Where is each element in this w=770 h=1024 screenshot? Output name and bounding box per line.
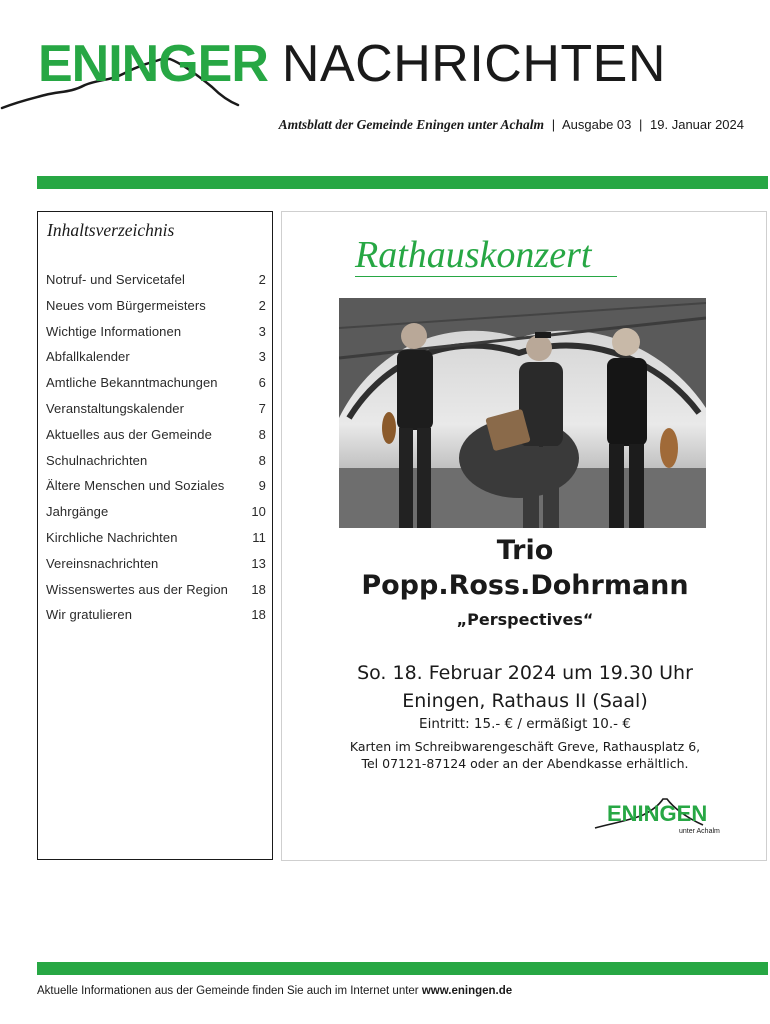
toc-item-label: Ältere Menschen und Soziales bbox=[46, 478, 225, 494]
masthead-title-green: ENINGER bbox=[38, 35, 268, 93]
toc-item[interactable] bbox=[46, 607, 266, 633]
issue-number: Ausgabe 03 bbox=[561, 117, 632, 132]
toc-item-page: 2 bbox=[258, 272, 266, 287]
toc-item[interactable] bbox=[46, 582, 266, 608]
toc-item-label: Neues vom Bürgermeisters bbox=[46, 297, 206, 313]
toc-item[interactable] bbox=[46, 530, 266, 556]
logo-text: ENINGEN bbox=[607, 801, 708, 826]
footer-text: Aktuelle Informationen aus der Gemeinde finden Sie auch im Internet unter bbox=[37, 985, 419, 997]
separator: | bbox=[551, 117, 556, 132]
toc-item-label: Wissenswertes aus der Region bbox=[46, 581, 228, 597]
toc-title: Inhaltsverzeichnis bbox=[47, 220, 175, 240]
toc-item[interactable] bbox=[46, 401, 266, 427]
toc-item[interactable] bbox=[46, 556, 266, 582]
concert-title: Rathauskonzert bbox=[355, 234, 617, 277]
toc-item-label: Notruf- und Servicetafel bbox=[46, 272, 185, 287]
toc-item-page: 11 bbox=[252, 529, 266, 545]
toc-item-page: 2 bbox=[258, 297, 266, 313]
toc-item[interactable] bbox=[46, 504, 266, 530]
toc-item[interactable] bbox=[46, 478, 266, 504]
toc-item-label: Veranstaltungskalender bbox=[46, 400, 185, 416]
event-date: So. 18. Februar 2024 um 19.30 Uhr bbox=[357, 662, 693, 684]
program-title: „Perspectives“ bbox=[456, 610, 594, 629]
masthead bbox=[0, 0, 770, 175]
toc-item[interactable] bbox=[46, 375, 266, 401]
amtsblatt-label: Amtsblatt der Gemeinde Eningen unter Achalm bbox=[278, 117, 545, 132]
ticket-info-line: Tel 07121-87124 oder an der Abendkasse erhältlich. bbox=[361, 756, 689, 771]
toc-item-label: Amtliche Bekanntmachungen bbox=[46, 375, 218, 391]
toc-item-page: 8 bbox=[258, 452, 266, 468]
toc-item-page: 18 bbox=[251, 581, 266, 597]
toc-item-label: Wir gratulieren bbox=[46, 607, 133, 623]
table-of-contents bbox=[37, 211, 273, 860]
ticket-info bbox=[282, 738, 768, 772]
toc-item[interactable] bbox=[46, 349, 266, 375]
masthead-title bbox=[38, 34, 666, 94]
toc-item-page: 13 bbox=[251, 555, 266, 571]
toc-item-label: Aktuelles aus der Gemeinde bbox=[46, 426, 212, 442]
toc-item[interactable] bbox=[46, 427, 266, 453]
event-price: Eintritt: 15.- € / ermäßigt 10.- € bbox=[419, 716, 631, 732]
toc-list bbox=[46, 272, 266, 633]
toc-item-label: Wichtige Informationen bbox=[46, 323, 182, 339]
toc-item[interactable] bbox=[46, 298, 266, 324]
toc-item-page: 18 bbox=[251, 607, 266, 623]
top-divider-bar bbox=[37, 176, 768, 189]
toc-item[interactable] bbox=[46, 453, 266, 479]
toc-item-label: Vereinsnachrichten bbox=[46, 555, 159, 571]
toc-item-page: 8 bbox=[258, 426, 266, 442]
toc-item-page: 7 bbox=[258, 400, 266, 416]
toc-item-page: 10 bbox=[251, 504, 266, 520]
toc-item-label: Abfallkalender bbox=[46, 349, 130, 365]
website-link[interactable]: www.eningen.de bbox=[421, 985, 513, 997]
trio-members: Popp.Ross.Dohrmann bbox=[361, 570, 689, 601]
concert-announcement bbox=[281, 211, 767, 861]
toc-item-label: Schulnachrichten bbox=[46, 452, 148, 468]
toc-item[interactable] bbox=[46, 324, 266, 350]
toc-item-page: 6 bbox=[258, 375, 266, 391]
event-location: Eningen, Rathaus II (Saal) bbox=[402, 690, 648, 712]
logo-subtext: unter Achalm bbox=[679, 828, 720, 835]
bottom-divider-bar bbox=[37, 962, 768, 975]
toc-item-page: 3 bbox=[258, 349, 266, 365]
masthead-title-black: NACHRICHTEN bbox=[281, 35, 666, 93]
trio-photo-image bbox=[339, 298, 706, 528]
issue-date: 19. Januar 2024 bbox=[650, 117, 744, 132]
ticket-info-line: Karten im Schreibwarengeschäft Greve, Rathausplatz 6, bbox=[349, 739, 701, 754]
toc-item-label: Jahrgänge bbox=[46, 504, 109, 520]
toc-item-label: Kirchliche Nachrichten bbox=[46, 529, 178, 545]
toc-item-page: 3 bbox=[258, 323, 266, 339]
trio-photo bbox=[339, 298, 706, 528]
toc-item[interactable] bbox=[46, 272, 266, 298]
trio-name: Trio bbox=[496, 535, 554, 566]
masthead-subline bbox=[279, 117, 744, 133]
eningen-logo bbox=[593, 795, 733, 845]
church-spire-icon bbox=[593, 795, 733, 845]
toc-item-page: 9 bbox=[258, 478, 266, 494]
footer bbox=[37, 985, 512, 997]
separator: | bbox=[639, 117, 643, 132]
